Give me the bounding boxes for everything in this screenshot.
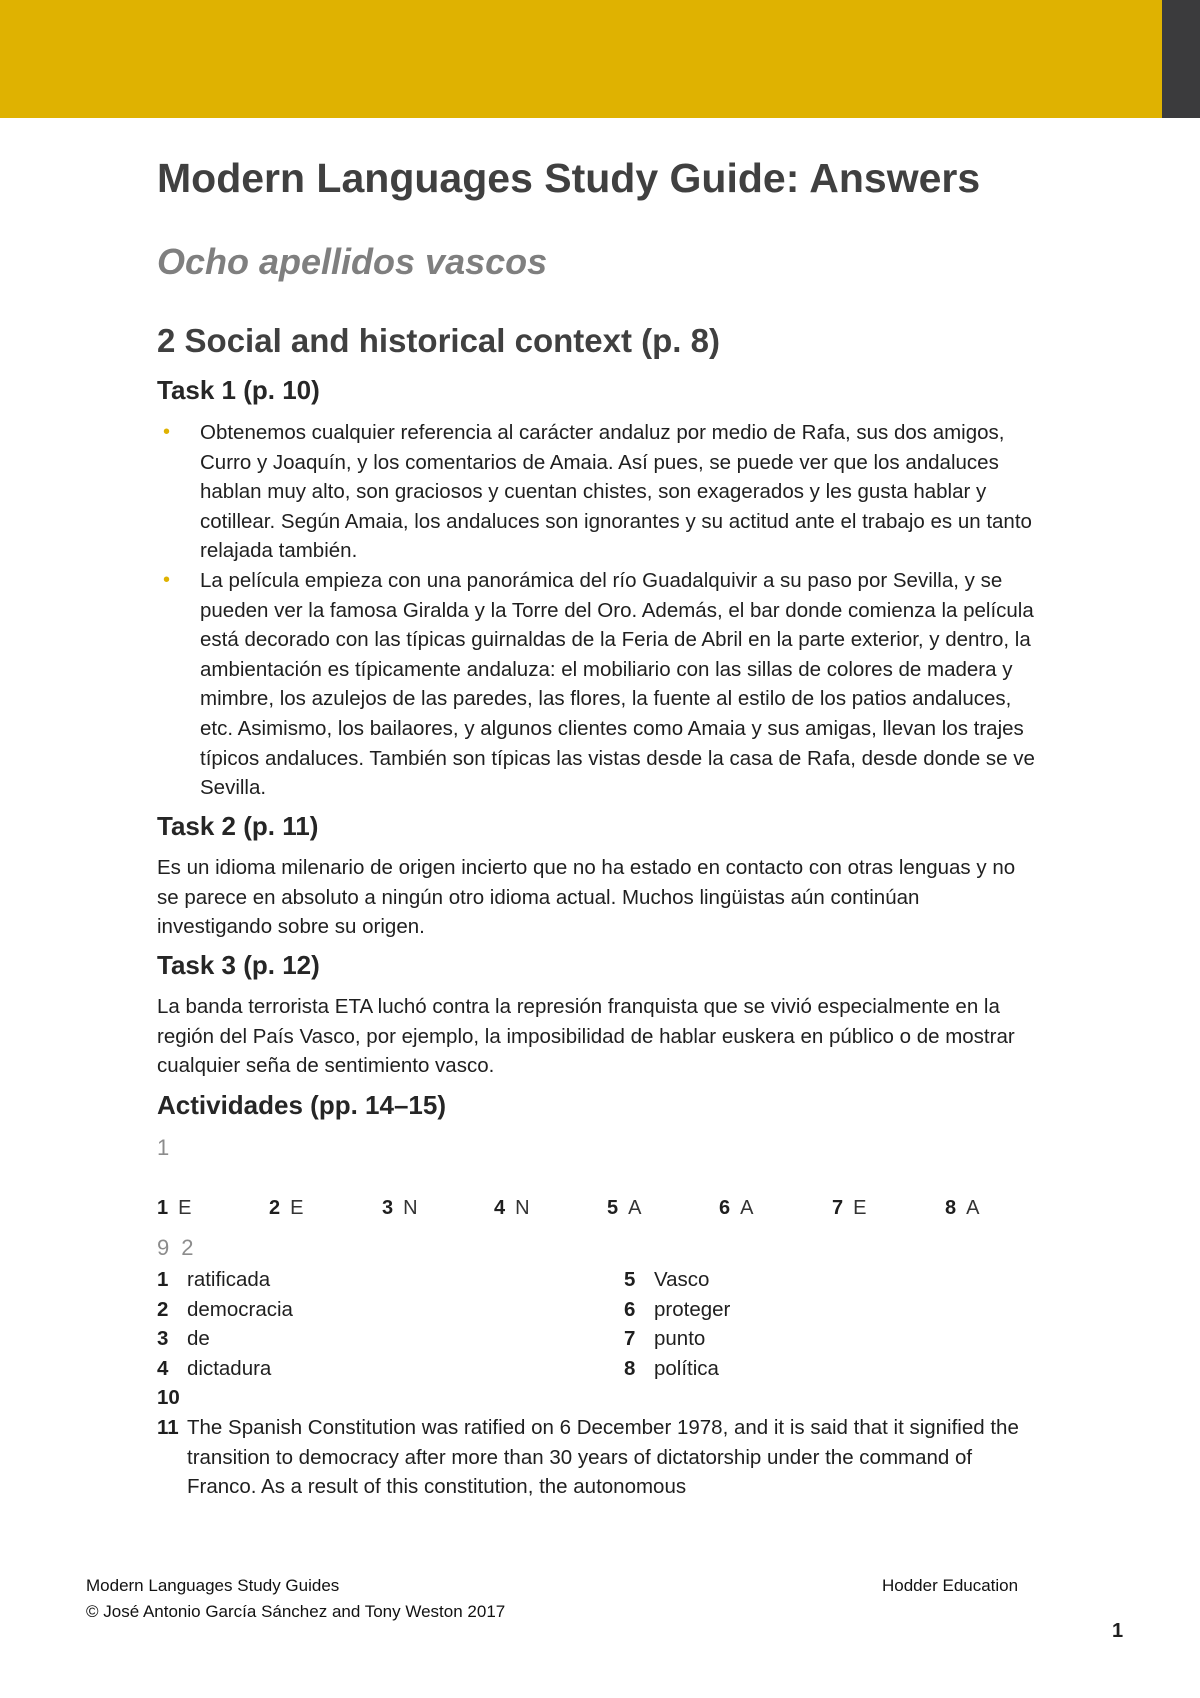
document-title: Modern Languages Study Guide: Answers [157,155,981,201]
answer-item: 2 E [269,1197,304,1219]
activity-number-9: 9 [157,1235,170,1260]
task3-heading: Task 3 (p. 12) [157,950,320,980]
word-list-right [624,1265,924,1383]
answers-row [157,1197,1037,1227]
activity-number-10: 10 [157,1386,180,1409]
activity-item-11 [157,1413,1037,1502]
answer-item: 3 N [382,1197,418,1219]
page-number: 1 [1112,1620,1124,1642]
list-item [157,418,1037,566]
header-band [0,0,1162,118]
footer-publisher: Hodder Education [882,1576,1019,1595]
answer-item: 7 E [832,1197,867,1219]
answer-item: 6 A [719,1197,754,1219]
task2-text: Es un idioma milenario de origen incierto que no ha estado en contacto con otras lenguas y no se parece en absoluto a ningún otro idioma actual. Muchos lingüistas aún continúan investigando sobre su origen. [157,856,1016,939]
activity-number-11: 11 [157,1416,179,1439]
bullet-icon: • [163,568,171,591]
list-item: 8 política [624,1356,719,1380]
list-item [157,566,1037,803]
list-item: 2 democracia [157,1297,293,1321]
task2-heading: Task 2 (p. 11) [157,811,319,841]
list-item: 1 ratificada [157,1268,271,1291]
section-title: 2 Social and historical context (p. 8) [157,322,720,359]
activity-number-1: 1 [157,1135,170,1160]
task3-text: La banda terrorista ETA luchó contra la represión franquista que se vivió especialmente en la región del País Vasco, por ejemplo, la imposibilidad de hablar euskera en público o de mostrar cualquier seña de sentimiento vasco. [157,995,1015,1078]
list-item: 7 punto [624,1327,706,1351]
answer-item: 4 N [494,1197,530,1219]
footer-left [86,1573,505,1625]
bullet-icon: • [163,421,171,443]
activity-numbers-9-2 [157,1235,194,1261]
actividades-heading: Actividades (pp. 14–15) [157,1090,446,1120]
answer-item: 1 E [157,1197,192,1219]
answer-item: 5 A [607,1197,642,1219]
footer-series: Modern Languages Study Guides [86,1576,340,1595]
bullet-text: Obtenemos cualquier referencia al carácter andaluz por medio de Rafa, sus dos amigos, Curro y Joaquín, y los comentarios de Amaia. Así pues, se puede ver que los andaluces hablan muy alto, son graciosos y cuentan chistes, son exagerados y les gusta hablar y cotillear. Según Amaia, los andaluces son ignorantes y su actitud ante el trabajo es un tanto relajada también. [200,421,1032,563]
list-item: 3 de [157,1327,210,1351]
list-item: 5 Vasco [624,1268,710,1291]
bullet-text: La película empieza con una panorámica del río Guadalquivir a su paso por Sevilla, y se pueden ver la famosa Giralda y la Torre del Oro. Además, el bar donde comienza la película está decorado con las típicas guirnaldas de la Feria de Abril en la parte exterior, y dentro, la ambientación es típicamente andaluza: el mobiliario con las sillas de colores de madera y mimbre, los azulejos de las paredes, las flores, la fuente al estilo de los patios andaluces, etc. Asimismo, los bailaores, y algunos clientes como Amaia y sus amigas, llevan los trajes típicos andaluces. También son típicas las vistas desde la casa de Rafa, desde donde se ve Sevilla. [200,568,1035,800]
header-tab [1162,0,1200,118]
list-item: 6 proteger [624,1297,731,1321]
word-list-left [157,1265,457,1383]
task1-heading: Task 1 (p. 10) [157,375,320,405]
activity-number-2: 2 [181,1235,194,1260]
activity-11-text: The Spanish Constitution was ratified on 6 December 1978, and it is said that it signified the transition to democracy after more than 30 years of dictatorship under the command of Franco. As a result of this constitution, the autonomous [187,1416,1019,1499]
answer-item: 8 A [945,1197,980,1219]
footer-copyright: © José Antonio García Sánchez and Tony Weston 2017 [86,1602,506,1621]
list-item: 4 dictadura [157,1356,272,1380]
task1-bullet-list [157,418,1037,803]
document-subtitle: Ocho apellidos vascos [157,241,548,282]
